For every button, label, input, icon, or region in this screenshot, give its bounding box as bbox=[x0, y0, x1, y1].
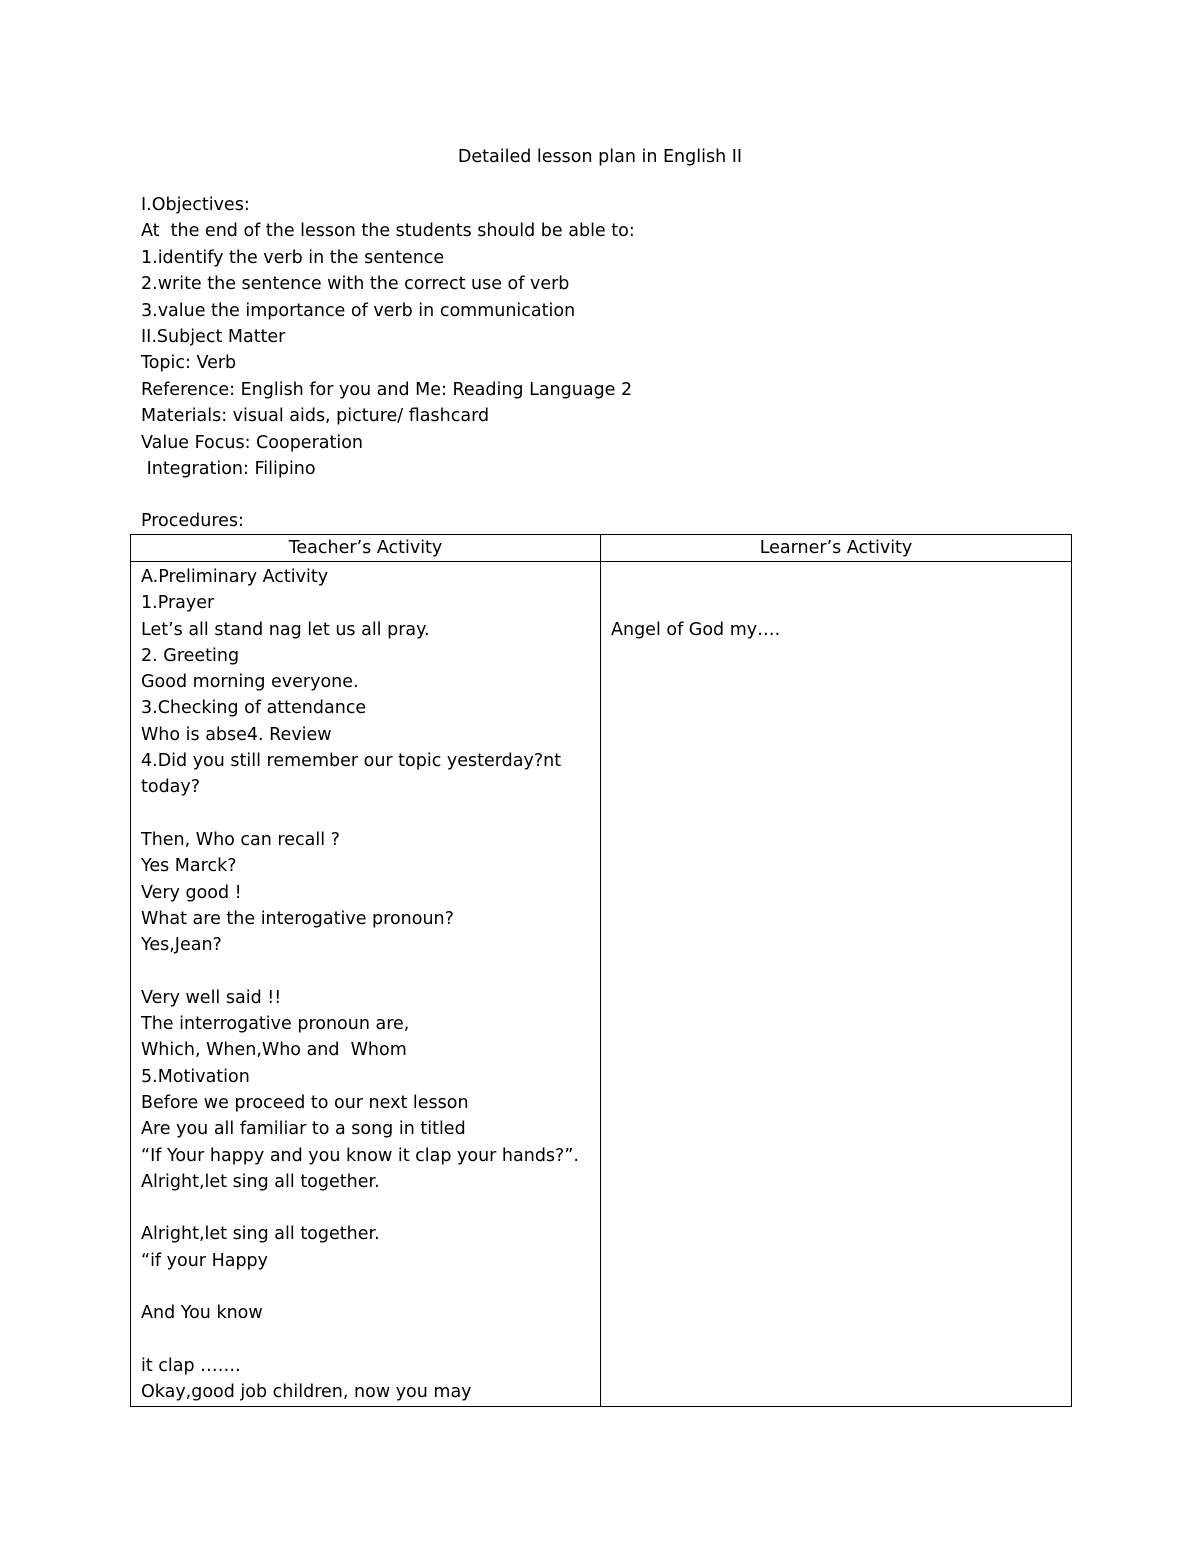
objectives-heading: I.Objectives: bbox=[141, 195, 250, 215]
teacher-line: Okay,good job children, now you may bbox=[141, 1382, 472, 1403]
teacher-line: 2. Greeting bbox=[141, 645, 240, 666]
teacher-line: Very good ! bbox=[141, 882, 242, 903]
procedures-label: Procedures: bbox=[141, 511, 244, 531]
teacher-line: Which, When,Who and Whom bbox=[141, 1040, 407, 1061]
teacher-line bbox=[141, 958, 590, 984]
teacher-line: Good morning everyone. bbox=[141, 672, 359, 693]
learner-line bbox=[611, 564, 1061, 590]
teacher-line: The interrogative pronoun are, bbox=[141, 1014, 410, 1035]
teacher-line: 5.Motivation bbox=[141, 1066, 250, 1087]
teacher-line: 3.Checking of attendance bbox=[141, 698, 367, 719]
teacher-line bbox=[141, 1274, 590, 1300]
lesson-header bbox=[141, 192, 1041, 482]
teacher-line: Who is abse4. Review bbox=[141, 724, 332, 745]
learner-line: Angel of God my…. bbox=[611, 619, 781, 640]
materials-line: Materials: visual aids, picture/ flashcard bbox=[141, 406, 490, 427]
objective-item: 2.write the sentence with the correct use of verb bbox=[141, 274, 570, 295]
subject-matter-heading: II.Subject Matter bbox=[141, 327, 286, 348]
page-title: Detailed lesson plan in English II bbox=[457, 147, 743, 167]
teacher-line: today? bbox=[141, 777, 201, 798]
table-row bbox=[131, 562, 1072, 1407]
teacher-line: Alright,let sing all together. bbox=[141, 1171, 380, 1192]
learner-activity-header: Learner’s Activity bbox=[601, 535, 1072, 562]
teacher-line: And You know bbox=[141, 1303, 263, 1324]
teacher-line: “if your Happy bbox=[141, 1250, 269, 1271]
teacher-line: A.Preliminary Activity bbox=[141, 567, 329, 587]
topic-line: Topic: Verb bbox=[141, 353, 237, 374]
teacher-line: 4.Did you still remember our topic yesterday?nt bbox=[141, 751, 562, 772]
teacher-line: 1.Prayer bbox=[141, 593, 215, 614]
teacher-line: What are the interogative pronoun? bbox=[141, 908, 454, 929]
activity-table bbox=[130, 534, 1072, 1407]
teacher-line: “If Your happy and you know it clap your hands?”. bbox=[141, 1145, 579, 1166]
teacher-line: Very well said !! bbox=[141, 987, 282, 1008]
teacher-line bbox=[141, 1327, 590, 1353]
teacher-line: Before we proceed to our next lesson bbox=[141, 1092, 469, 1113]
objective-item: 3.value the importance of verb in communication bbox=[141, 300, 576, 321]
integration-line: Integration: Filipino bbox=[141, 459, 316, 480]
teacher-line: Then, Who can recall ? bbox=[141, 829, 340, 850]
teacher-line: Yes Marck? bbox=[141, 856, 237, 877]
teacher-line: Yes,Jean? bbox=[141, 935, 222, 956]
value-focus-line: Value Focus: Cooperation bbox=[141, 432, 364, 453]
teacher-line bbox=[141, 1195, 590, 1221]
reference-line: Reference: English for you and Me: Reading Language 2 bbox=[141, 379, 633, 400]
learner-activity-cell bbox=[601, 562, 1072, 1407]
teacher-activity-header: Teacher’s Activity bbox=[131, 535, 601, 562]
objectives-intro: At the end of the lesson the students should be able to: bbox=[141, 221, 635, 242]
teacher-line: Are you all familiar to a song in titled bbox=[141, 1119, 466, 1140]
teacher-line: Let’s all stand nag let us all pray. bbox=[141, 619, 430, 640]
teacher-line bbox=[141, 801, 590, 827]
teacher-activity-cell bbox=[131, 562, 601, 1407]
table-header-row bbox=[131, 535, 1072, 562]
teacher-line: Alright,let sing all together. bbox=[141, 1224, 380, 1245]
learner-line bbox=[611, 590, 1061, 616]
objective-item: 1.identify the verb in the sentence bbox=[141, 247, 445, 268]
teacher-line: it clap ……. bbox=[141, 1355, 241, 1376]
